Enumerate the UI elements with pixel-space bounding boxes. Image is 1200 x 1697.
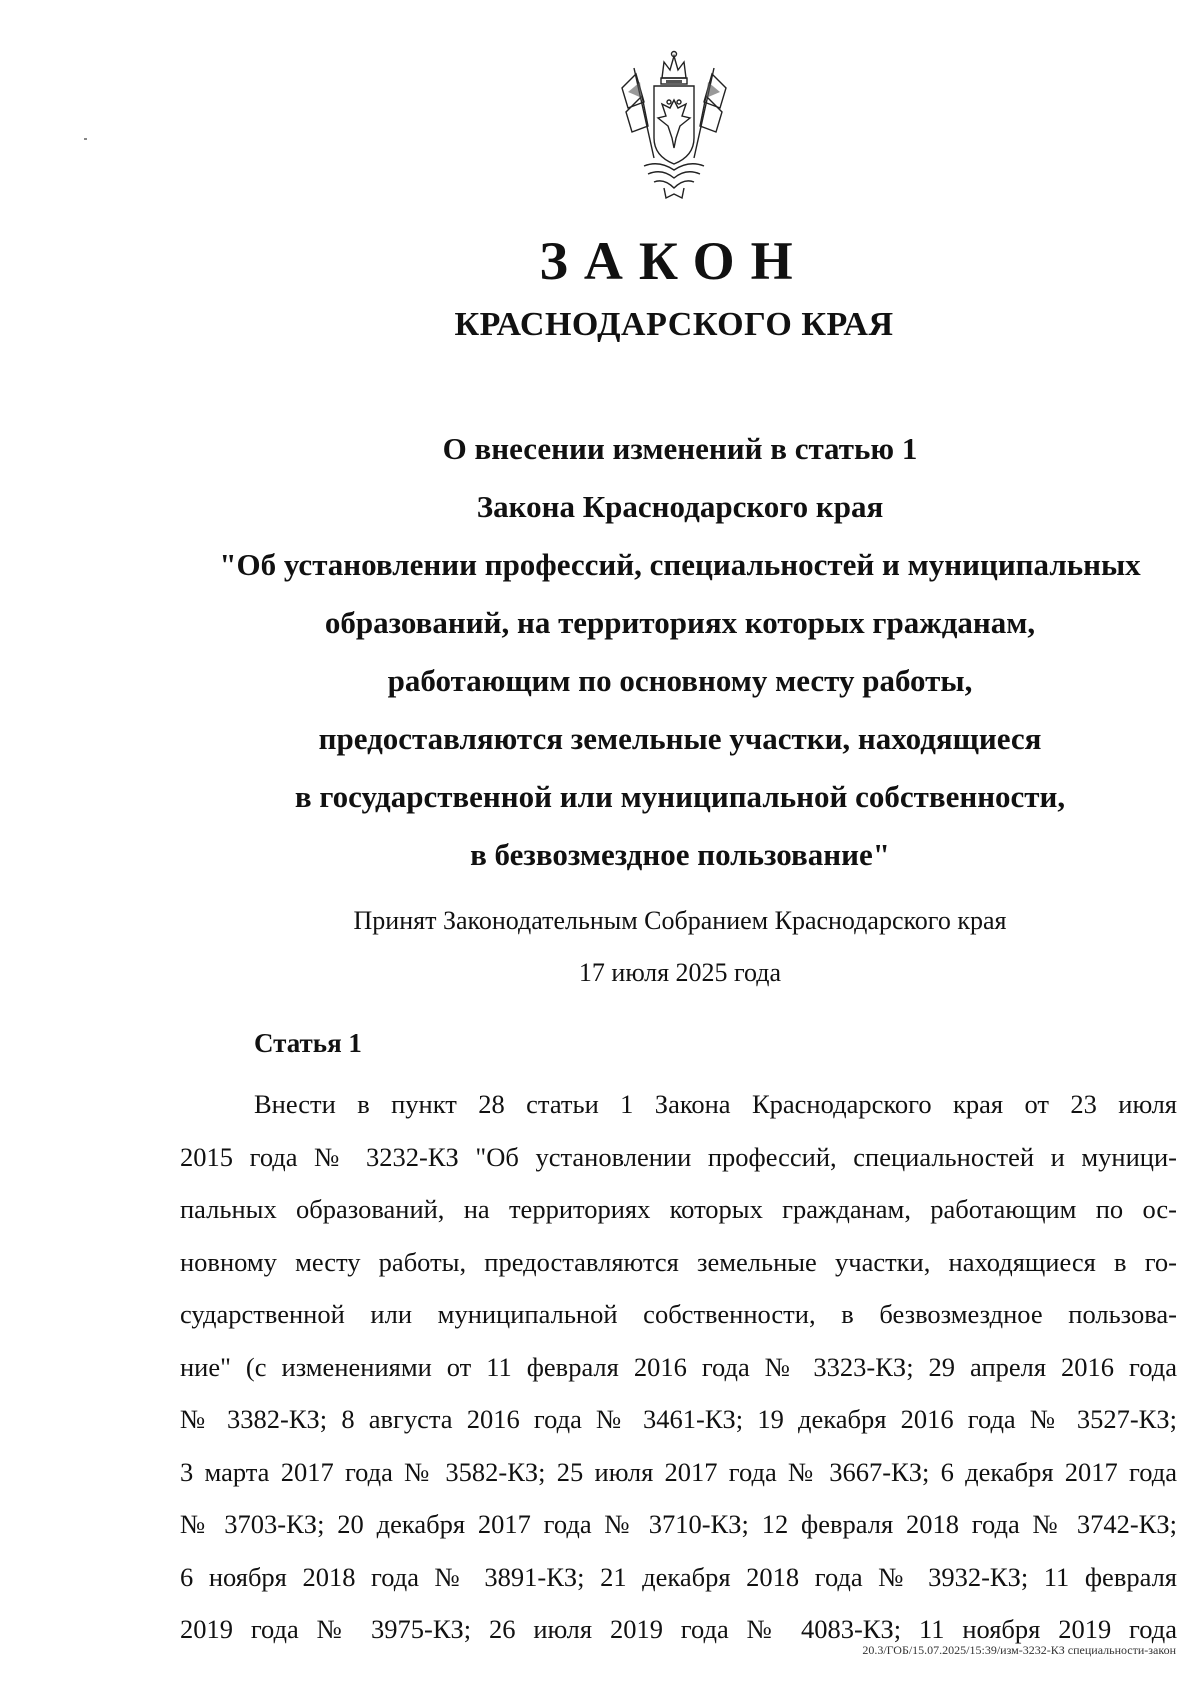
title-line: в безвозмездное пользование"	[470, 837, 890, 872]
article-heading: Статья 1	[254, 1028, 362, 1058]
article-line: № 3382-КЗ; 8 августа 2016 года № 3461-КЗ; 19 декабря 2016 года № 3527-КЗ;	[180, 1404, 1177, 1434]
article-line: ние" (с изменениями от 11 февраля 2016 года № 3323-КЗ; 29 апреля 2016 года	[180, 1351, 1177, 1382]
article-line: № 3703-КЗ; 20 декабря 2017 года № 3710-КЗ; 12 февраля 2018 года № 3742-КЗ;	[180, 1509, 1177, 1539]
title-line: Закона Краснодарского края	[476, 489, 884, 524]
title-line: "Об установлении профессий, специальностей и муниципальных	[219, 547, 1141, 582]
title-line: образований, на территориях которых гражданам,	[324, 605, 1036, 640]
article-body	[180, 1078, 1177, 1656]
title-line: работающим по основному месту работы,	[387, 663, 973, 698]
region-heading: КРАСНОДАРСКОГО КРАЯ	[454, 306, 894, 343]
law-title	[180, 420, 1180, 884]
article-line: 6 ноября 2018 года № 3891-КЗ; 21 декабря 2018 года № 3932-КЗ; 11 февраля	[180, 1561, 1177, 1592]
document-code: 20.3/ГОБ/15.07.2025/15:39/изм-3232-КЗ специальности-закон	[862, 1643, 1176, 1657]
article-line: сударственной или муниципальной собственности, в безвозмездное пользова-	[180, 1299, 1177, 1329]
article-line: Внести в пункт 28 статьи 1 Закона Краснодарского края от 23 июля	[254, 1089, 1177, 1119]
article-line: 2015 года № 3232-КЗ "Об установлении профессий, специальностей и муници-	[180, 1141, 1177, 1172]
article-line: новному месту работы, предоставляются земельные участки, находящиеся в го-	[180, 1246, 1177, 1277]
title-line: предоставляются земельные участки, находящиеся	[318, 721, 1042, 756]
article-line: 3 марта 2017 года № 3582-КЗ; 25 июля 2017 года № 3667-КЗ; 6 декабря 2017 года	[180, 1456, 1177, 1487]
title-line: О внесении изменений в статью 1	[442, 431, 918, 466]
adoption-date: 17 июля 2025 года	[578, 958, 782, 987]
adoption-body: Принят Законодательным Собранием Краснодарского края	[353, 906, 1007, 935]
adoption-info	[180, 895, 1180, 999]
scan-artifact	[84, 138, 87, 140]
coat-of-arms-icon	[614, 48, 734, 208]
law-heading: ЗАКОН	[539, 231, 809, 291]
article-line: пальных образований, на территориях которых гражданам, работающим по ос-	[180, 1194, 1177, 1224]
article-line: 2019 года № 3975-КЗ; 26 июля 2019 года № 4083-КЗ; 11 ноября 2019 года	[180, 1614, 1177, 1644]
title-line: в государственной или муниципальной собственности,	[294, 779, 1066, 814]
